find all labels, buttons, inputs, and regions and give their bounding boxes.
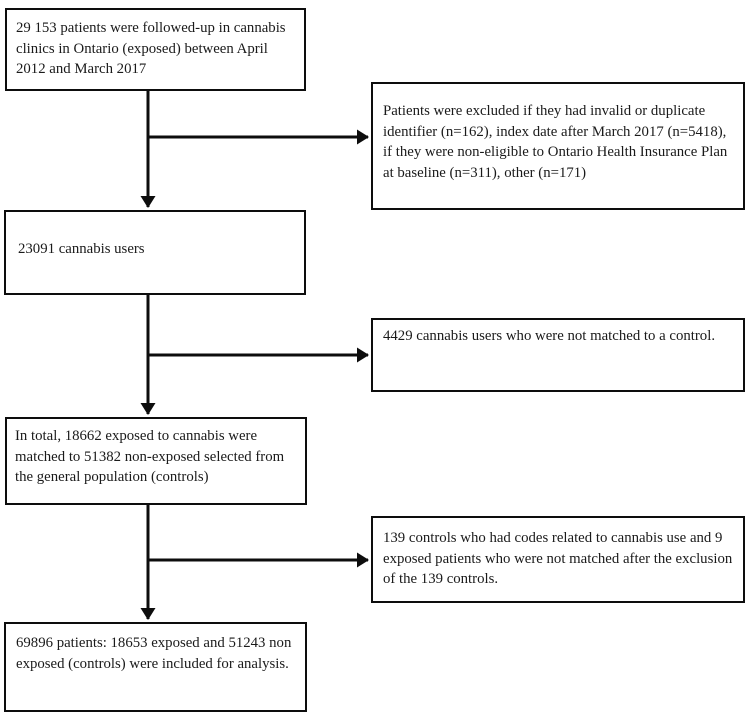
box-excluded-controls-text: 139 controls who had codes related to cannabis use and 9 exposed patients who were not matched after the exclusion of the 139 controls. xyxy=(383,530,733,587)
box-cannabis-users-text: 23091 cannabis users xyxy=(18,241,145,258)
box-excluded-controls xyxy=(371,516,745,603)
box-unmatched-text: 4429 cannabis users who were not matched to a control. xyxy=(383,328,716,344)
box-cohort-text: 29 153 patients were followed-up in cannabis clinics in Ontario (exposed) between April 2012 and March 2017 xyxy=(16,20,286,77)
box-unmatched xyxy=(371,318,745,392)
box-excluded-text: Patients were excluded if they had invalid or duplicate identifier (n=162), index date after March 2017 (n=5418), if they were non-eligible to Ontario Health Insurance Plan at baseline (n=311), other (n=171) xyxy=(383,103,728,181)
box-final xyxy=(4,622,307,712)
box-cohort xyxy=(5,8,306,91)
box-cannabis-users xyxy=(4,210,306,295)
box-matched xyxy=(5,417,307,505)
box-final-text: 69896 patients: 18653 exposed and 51243 non exposed (controls) were included for analysis. xyxy=(16,635,292,672)
box-matched-text: In total, 18662 exposed to cannabis were matched to 51382 non-exposed selected from the general population (controls) xyxy=(15,428,285,485)
box-excluded xyxy=(371,82,745,210)
